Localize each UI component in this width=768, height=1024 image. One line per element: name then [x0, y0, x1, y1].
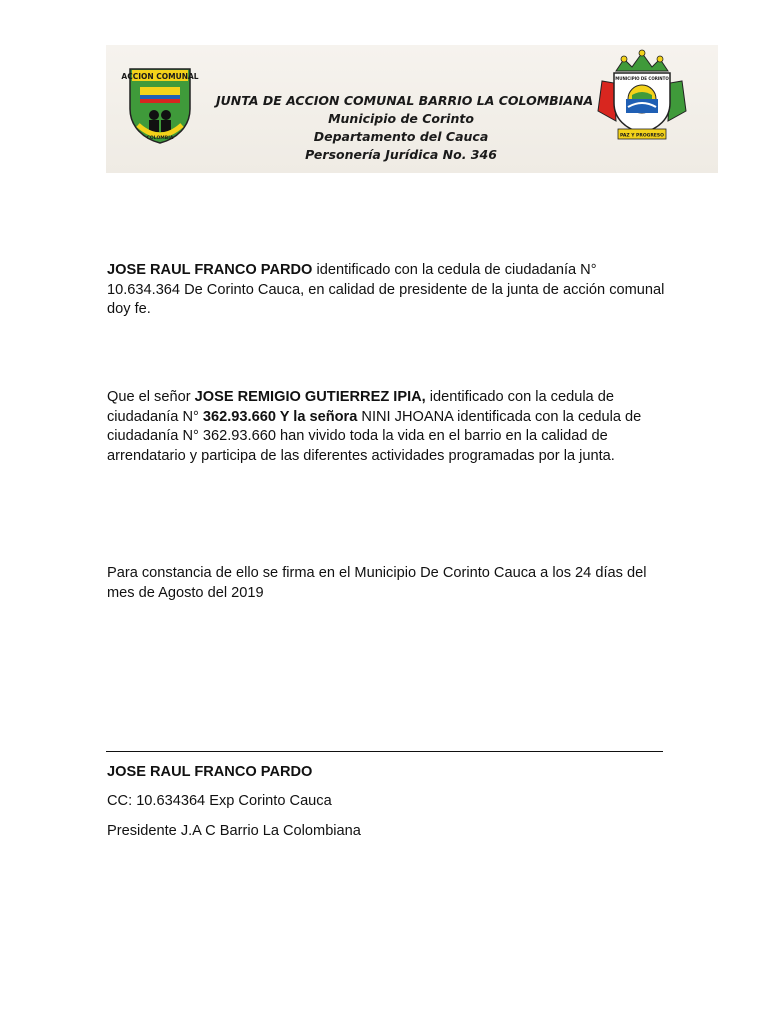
signature-line — [106, 751, 663, 752]
letterhead-line-2: Municipio de Corinto — [328, 111, 474, 126]
letterhead-line-1: JUNTA DE ACCION COMUNAL BARRIO LA COLOMBIANA — [216, 93, 594, 108]
certification-paragraph — [107, 261, 667, 320]
residence-details: NINI JHOANA identificada con la cedula de ciudadanía N° 362.93.660 han vivido toda la vida en el barrio en la calidad de arrendatario y participa de las diferentes actividades programadas por la junta. — [107, 408, 642, 464]
resident-id-text: identificado con la cedula de ciudadanía N° — [107, 389, 614, 425]
signatory-name: JOSE RAUL FRANCO PARDO — [107, 764, 313, 780]
letterhead-line-3: Departamento del Cauca — [313, 129, 489, 144]
corinto-municipal-seal-icon — [596, 49, 688, 143]
president-name: JOSE RAUL FRANCO PARDO — [107, 262, 313, 278]
residence-intro: Que el señor — [107, 389, 195, 405]
resident-name: JOSE REMIGIO GUTIERREZ IPIA, — [194, 389, 426, 405]
left-logo-bottom-text: COLOMBIA — [146, 136, 174, 141]
right-logo-top-text: MUNICIPIO DE CORINTO — [615, 76, 669, 81]
residence-paragraph — [107, 388, 667, 466]
signatory-role: Presidente J.A C Barrio La Colombiana — [107, 823, 361, 839]
letterhead — [106, 45, 718, 173]
letterhead-title — [216, 92, 594, 164]
accion-comunal-shield-icon — [121, 65, 199, 145]
signatory-id: CC: 10.634364 Exp Corinto Cauca — [107, 793, 332, 809]
right-logo-bottom-text: PAZ Y PROGRESO — [620, 133, 664, 139]
closing-paragraph: Para constancia de ello se firma en el Municipio De Corinto Cauca a los 24 días del mes de Agosto del 2019 — [107, 565, 647, 601]
letterhead-line-4: Personería Jurídica No. 346 — [305, 147, 497, 162]
left-logo-top-text: ACCION COMUNAL — [121, 72, 199, 81]
resident-id-number: 362.93.660 Y la señora — [202, 408, 358, 425]
president-details: identificado con la cedula de ciudadanía N° 10.634.364 De Corinto Cauca, en calidad de presidente de la junta de acción comunal doy fe. — [107, 262, 665, 317]
